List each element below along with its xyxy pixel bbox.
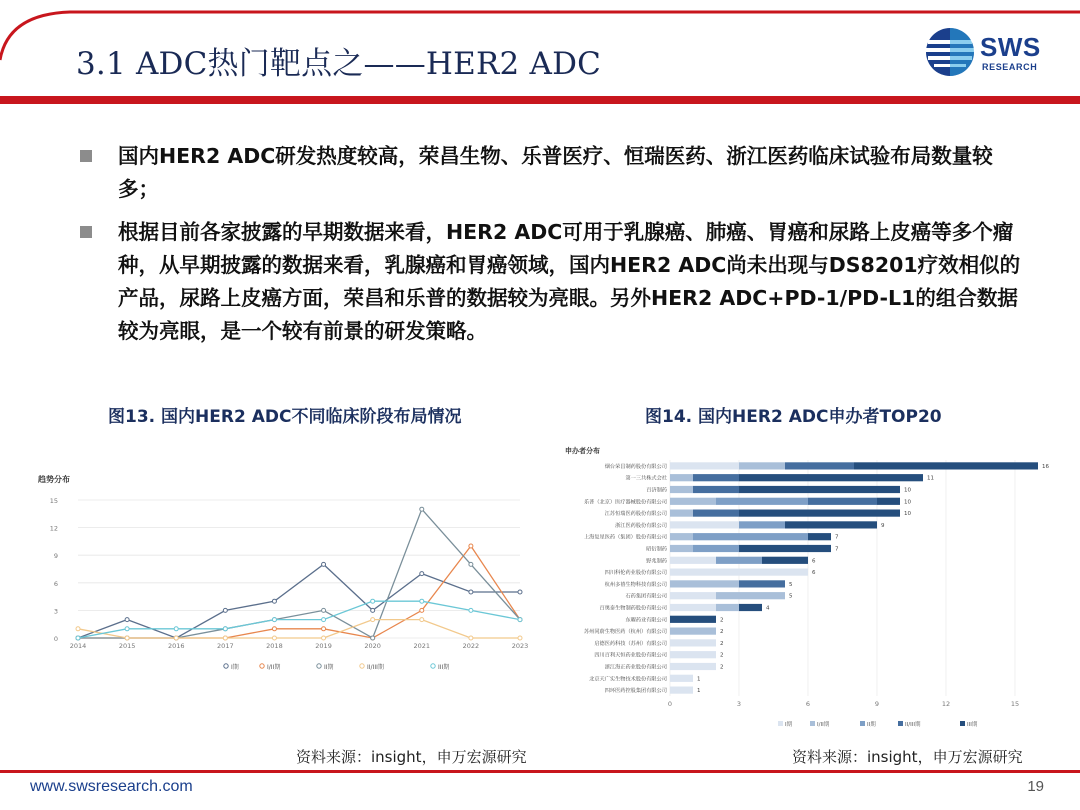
footer-url: www.swsresearch.com <box>30 778 193 795</box>
data-point <box>174 636 178 640</box>
category-label: 杭州多禧生物科技有限公司 <box>604 581 667 588</box>
bar-segment <box>670 628 716 635</box>
bar-segment <box>670 675 693 682</box>
data-point <box>272 599 276 603</box>
category-label: 启德医药科技（苏州）有限公司 <box>594 640 667 647</box>
data-point <box>420 618 424 622</box>
category-label: 百济制药 <box>646 487 667 494</box>
slide-title: 3.1 ADC热门靶点之——HER2 ADC <box>76 46 602 82</box>
bullet-item <box>80 216 1040 348</box>
x-tick-label: 0 <box>667 700 673 708</box>
data-point <box>223 627 227 631</box>
data-point <box>371 636 375 640</box>
y-tick-label: 15 <box>49 497 58 505</box>
data-point <box>420 608 424 612</box>
data-point <box>272 636 276 640</box>
bar-segment <box>716 498 808 505</box>
x-tick-label: 2017 <box>217 642 234 650</box>
data-point <box>469 636 473 640</box>
trend-line-chart <box>30 470 550 685</box>
total-label: 2 <box>720 664 724 671</box>
legend-marker <box>778 721 783 726</box>
bar-segment <box>670 533 693 540</box>
total-label: 2 <box>720 617 724 624</box>
data-point <box>322 627 326 631</box>
bar-segment <box>670 545 693 552</box>
source-left: 资料来源：insight，申万宏源研究 <box>296 748 527 766</box>
bar-segment <box>693 533 808 540</box>
data-point <box>272 627 276 631</box>
data-point <box>469 590 473 594</box>
bullet-text: 国内HER2 ADC研发热度较高，荣昌生物、乐普医疗、恒瑞医药、浙江医药临床试验布局数量较多； <box>118 144 993 201</box>
total-label: 5 <box>789 581 793 588</box>
series-line <box>78 564 520 638</box>
bar-segment <box>808 533 831 540</box>
legend-label: II期 <box>867 722 876 728</box>
x-tick-label: 2020 <box>364 642 381 650</box>
legend-marker <box>260 664 264 668</box>
bar-segment <box>739 510 900 517</box>
sponsor-bar-chart <box>560 440 1060 730</box>
bar-segment <box>877 498 900 505</box>
category-label: 浙江海正药业股份有限公司 <box>604 664 667 671</box>
legend-label: III期 <box>438 664 450 671</box>
bar-segment <box>693 510 739 517</box>
y-tick-label: 12 <box>49 524 58 533</box>
bar-segment <box>739 474 923 481</box>
category-label: 上海复星医药（集团）股份有限公司 <box>583 534 667 541</box>
legend-label: I期 <box>231 664 239 671</box>
source-right: 资料来源：insight，申万宏源研究 <box>792 748 1023 766</box>
legend-label: III期 <box>967 722 978 728</box>
category-label: 昭衍制药 <box>646 546 667 553</box>
series-line <box>78 601 520 638</box>
total-label: 4 <box>766 605 770 612</box>
total-label: 11 <box>927 475 934 482</box>
sws-logo <box>924 26 1064 82</box>
total-label: 2 <box>720 652 724 659</box>
legend-label: II期 <box>324 664 334 671</box>
bar-segment <box>808 498 877 505</box>
x-tick-label: 3 <box>736 700 742 708</box>
bar-segment <box>739 462 785 469</box>
bullet-text: 根据目前各家披露的早期数据来看，HER2 ADC可用于乳腺癌、肺癌、胃癌和尿路上皮癌等多个瘤种，从早期披露的数据来看，乳腺癌和胃癌领域，国内HER2 ADC尚未出现与DS8201疗效相似的产品，尿路上皮癌方面，荣昌和乐普的数据较为亮眼。另外HER2 ADC+PD-1/PD-L1的组合数据较为亮眼，是一个较有前景的研发策略。 <box>118 220 1021 343</box>
bar-segment <box>670 498 716 505</box>
bar-segment <box>670 663 716 670</box>
total-label: 5 <box>789 593 793 600</box>
total-label: 6 <box>812 558 816 565</box>
page-number: 19 <box>1027 778 1044 795</box>
bar-segment <box>670 651 716 658</box>
data-point <box>420 572 424 576</box>
x-tick-label: 2022 <box>462 642 480 650</box>
category-label: 乐普（北京）医疗器械股份有限公司 <box>583 499 667 506</box>
total-label: 1 <box>697 676 701 683</box>
logo-wordmark: SWS <box>980 32 1041 62</box>
total-label: 7 <box>835 546 839 553</box>
data-point <box>371 599 375 603</box>
total-label: 2 <box>720 629 724 636</box>
bar-segment <box>739 580 785 587</box>
bar-segment <box>670 580 739 587</box>
data-point <box>223 636 227 640</box>
x-tick-label: 12 <box>941 700 951 708</box>
bar-segment <box>670 521 739 528</box>
legend-marker <box>860 721 865 726</box>
bar-segment <box>693 474 739 481</box>
bar-segment <box>693 545 739 552</box>
bar-segment <box>670 639 716 646</box>
y-tick-label: 9 <box>53 552 58 561</box>
legend-marker <box>431 664 435 668</box>
data-point <box>371 608 375 612</box>
total-label: 2 <box>720 640 724 647</box>
data-point <box>469 562 473 566</box>
category-label: 东曜药业有限公司 <box>625 617 667 624</box>
x-tick-label: 15 <box>1010 700 1020 708</box>
legend-label: II/III期 <box>367 664 384 671</box>
category-label: 苏州同蔚生物医药（杭州）有限公司 <box>583 629 667 636</box>
bar-segment <box>670 604 716 611</box>
bar-segment <box>739 545 831 552</box>
legend-marker <box>317 664 321 668</box>
x-tick-label: 2023 <box>511 642 529 650</box>
data-point <box>322 608 326 612</box>
category-label: 江苏恒瑞医药股份有限公司 <box>604 511 667 518</box>
bar-segment <box>670 569 808 576</box>
data-point <box>420 507 424 511</box>
category-label: 百奥泰生物制药股份有限公司 <box>599 605 667 612</box>
data-point <box>125 627 129 631</box>
data-point <box>125 618 129 622</box>
bar-segment <box>670 486 693 493</box>
x-tick-label: 2014 <box>69 642 87 650</box>
data-point <box>371 618 375 622</box>
bar-segment <box>693 486 739 493</box>
chart-title: 申办者分布 <box>565 447 600 455</box>
category-label: 野兆制药 <box>646 558 667 565</box>
total-label: 1 <box>697 688 701 695</box>
figure-13-caption: 图13. 国内HER2 ADC不同临床阶段布局情况 <box>108 407 462 427</box>
chart-title: 趋势分布 <box>38 475 70 484</box>
data-point <box>518 590 522 594</box>
category-label: 石药集团有限公司 <box>625 593 667 600</box>
category-label: 烟台荣昌制药股份有限公司 <box>604 463 667 470</box>
total-label: 10 <box>904 487 911 494</box>
series-line <box>78 509 520 638</box>
bullet-item <box>80 140 1040 206</box>
total-label: 9 <box>881 522 885 529</box>
bar-segment <box>762 557 808 564</box>
category-label: 四川百利天恒药业股份有限公司 <box>594 652 667 659</box>
footer-rule <box>0 770 1080 773</box>
bar-segment <box>785 521 877 528</box>
legend-label: II/III期 <box>905 722 921 728</box>
data-point <box>420 599 424 603</box>
data-point <box>322 562 326 566</box>
x-tick-label: 2019 <box>315 642 332 650</box>
data-point <box>469 544 473 548</box>
data-point <box>322 618 326 622</box>
data-point <box>125 636 129 640</box>
total-label: 10 <box>904 511 911 518</box>
bar-segment <box>670 474 693 481</box>
bullet-square-icon <box>80 150 92 162</box>
legend-marker <box>224 664 228 668</box>
x-tick-label: 2016 <box>167 642 185 650</box>
total-label: 6 <box>812 570 816 577</box>
legend-label: I/II期 <box>817 722 830 728</box>
y-tick-label: 3 <box>53 607 58 616</box>
y-tick-label: 0 <box>53 635 58 643</box>
bar-segment <box>854 462 1038 469</box>
x-tick-label: 2018 <box>266 642 283 650</box>
bullet-list <box>80 140 1040 358</box>
bar-segment <box>716 557 762 564</box>
category-label: 浙江医药股份有限公司 <box>615 522 667 529</box>
series-line <box>78 546 520 638</box>
legend-marker <box>810 721 815 726</box>
bar-segment <box>670 557 716 564</box>
data-point <box>518 636 522 640</box>
legend-marker <box>360 664 364 668</box>
bar-segment <box>670 462 739 469</box>
x-tick-label: 9 <box>874 700 880 708</box>
figure-14-caption: 图14. 国内HER2 ADC申办者TOP20 <box>645 407 942 427</box>
data-point <box>322 636 326 640</box>
data-point <box>174 627 178 631</box>
category-label: 四川科伦药业股份有限公司 <box>604 570 667 577</box>
bar-segment <box>739 486 900 493</box>
data-point <box>272 618 276 622</box>
legend-marker <box>960 721 965 726</box>
x-tick-label: 2015 <box>118 642 136 650</box>
data-point <box>76 636 80 640</box>
bar-segment <box>670 592 716 599</box>
bullet-square-icon <box>80 226 92 238</box>
data-point <box>76 627 80 631</box>
legend-marker <box>898 721 903 726</box>
bar-segment <box>739 604 762 611</box>
category-label: 北京天广实生物技术股份有限公司 <box>589 676 667 683</box>
bar-segment <box>670 510 693 517</box>
slide-header <box>0 0 1080 108</box>
bar-segment <box>670 616 716 623</box>
data-point <box>518 618 522 622</box>
sws-globe-icon <box>924 26 976 78</box>
data-point <box>223 608 227 612</box>
legend-label: I/II期 <box>267 664 281 671</box>
bar-segment <box>785 462 854 469</box>
bar-segment <box>716 592 785 599</box>
bar-segment <box>716 604 739 611</box>
total-label: 7 <box>835 534 839 541</box>
bar-segment <box>670 687 693 694</box>
logo-subtitle: RESEARCH <box>982 62 1038 72</box>
category-label: 四环医药控股集团有限公司 <box>604 688 667 695</box>
total-label: 10 <box>904 499 911 506</box>
y-tick-label: 6 <box>53 579 58 588</box>
bar-segment <box>739 521 785 528</box>
x-tick-label: 2021 <box>413 642 431 650</box>
x-tick-label: 6 <box>805 700 811 708</box>
data-point <box>469 608 473 612</box>
total-label: 16 <box>1042 463 1049 470</box>
category-label: 第一三共株式会社 <box>625 475 667 482</box>
legend-label: I期 <box>785 722 793 728</box>
